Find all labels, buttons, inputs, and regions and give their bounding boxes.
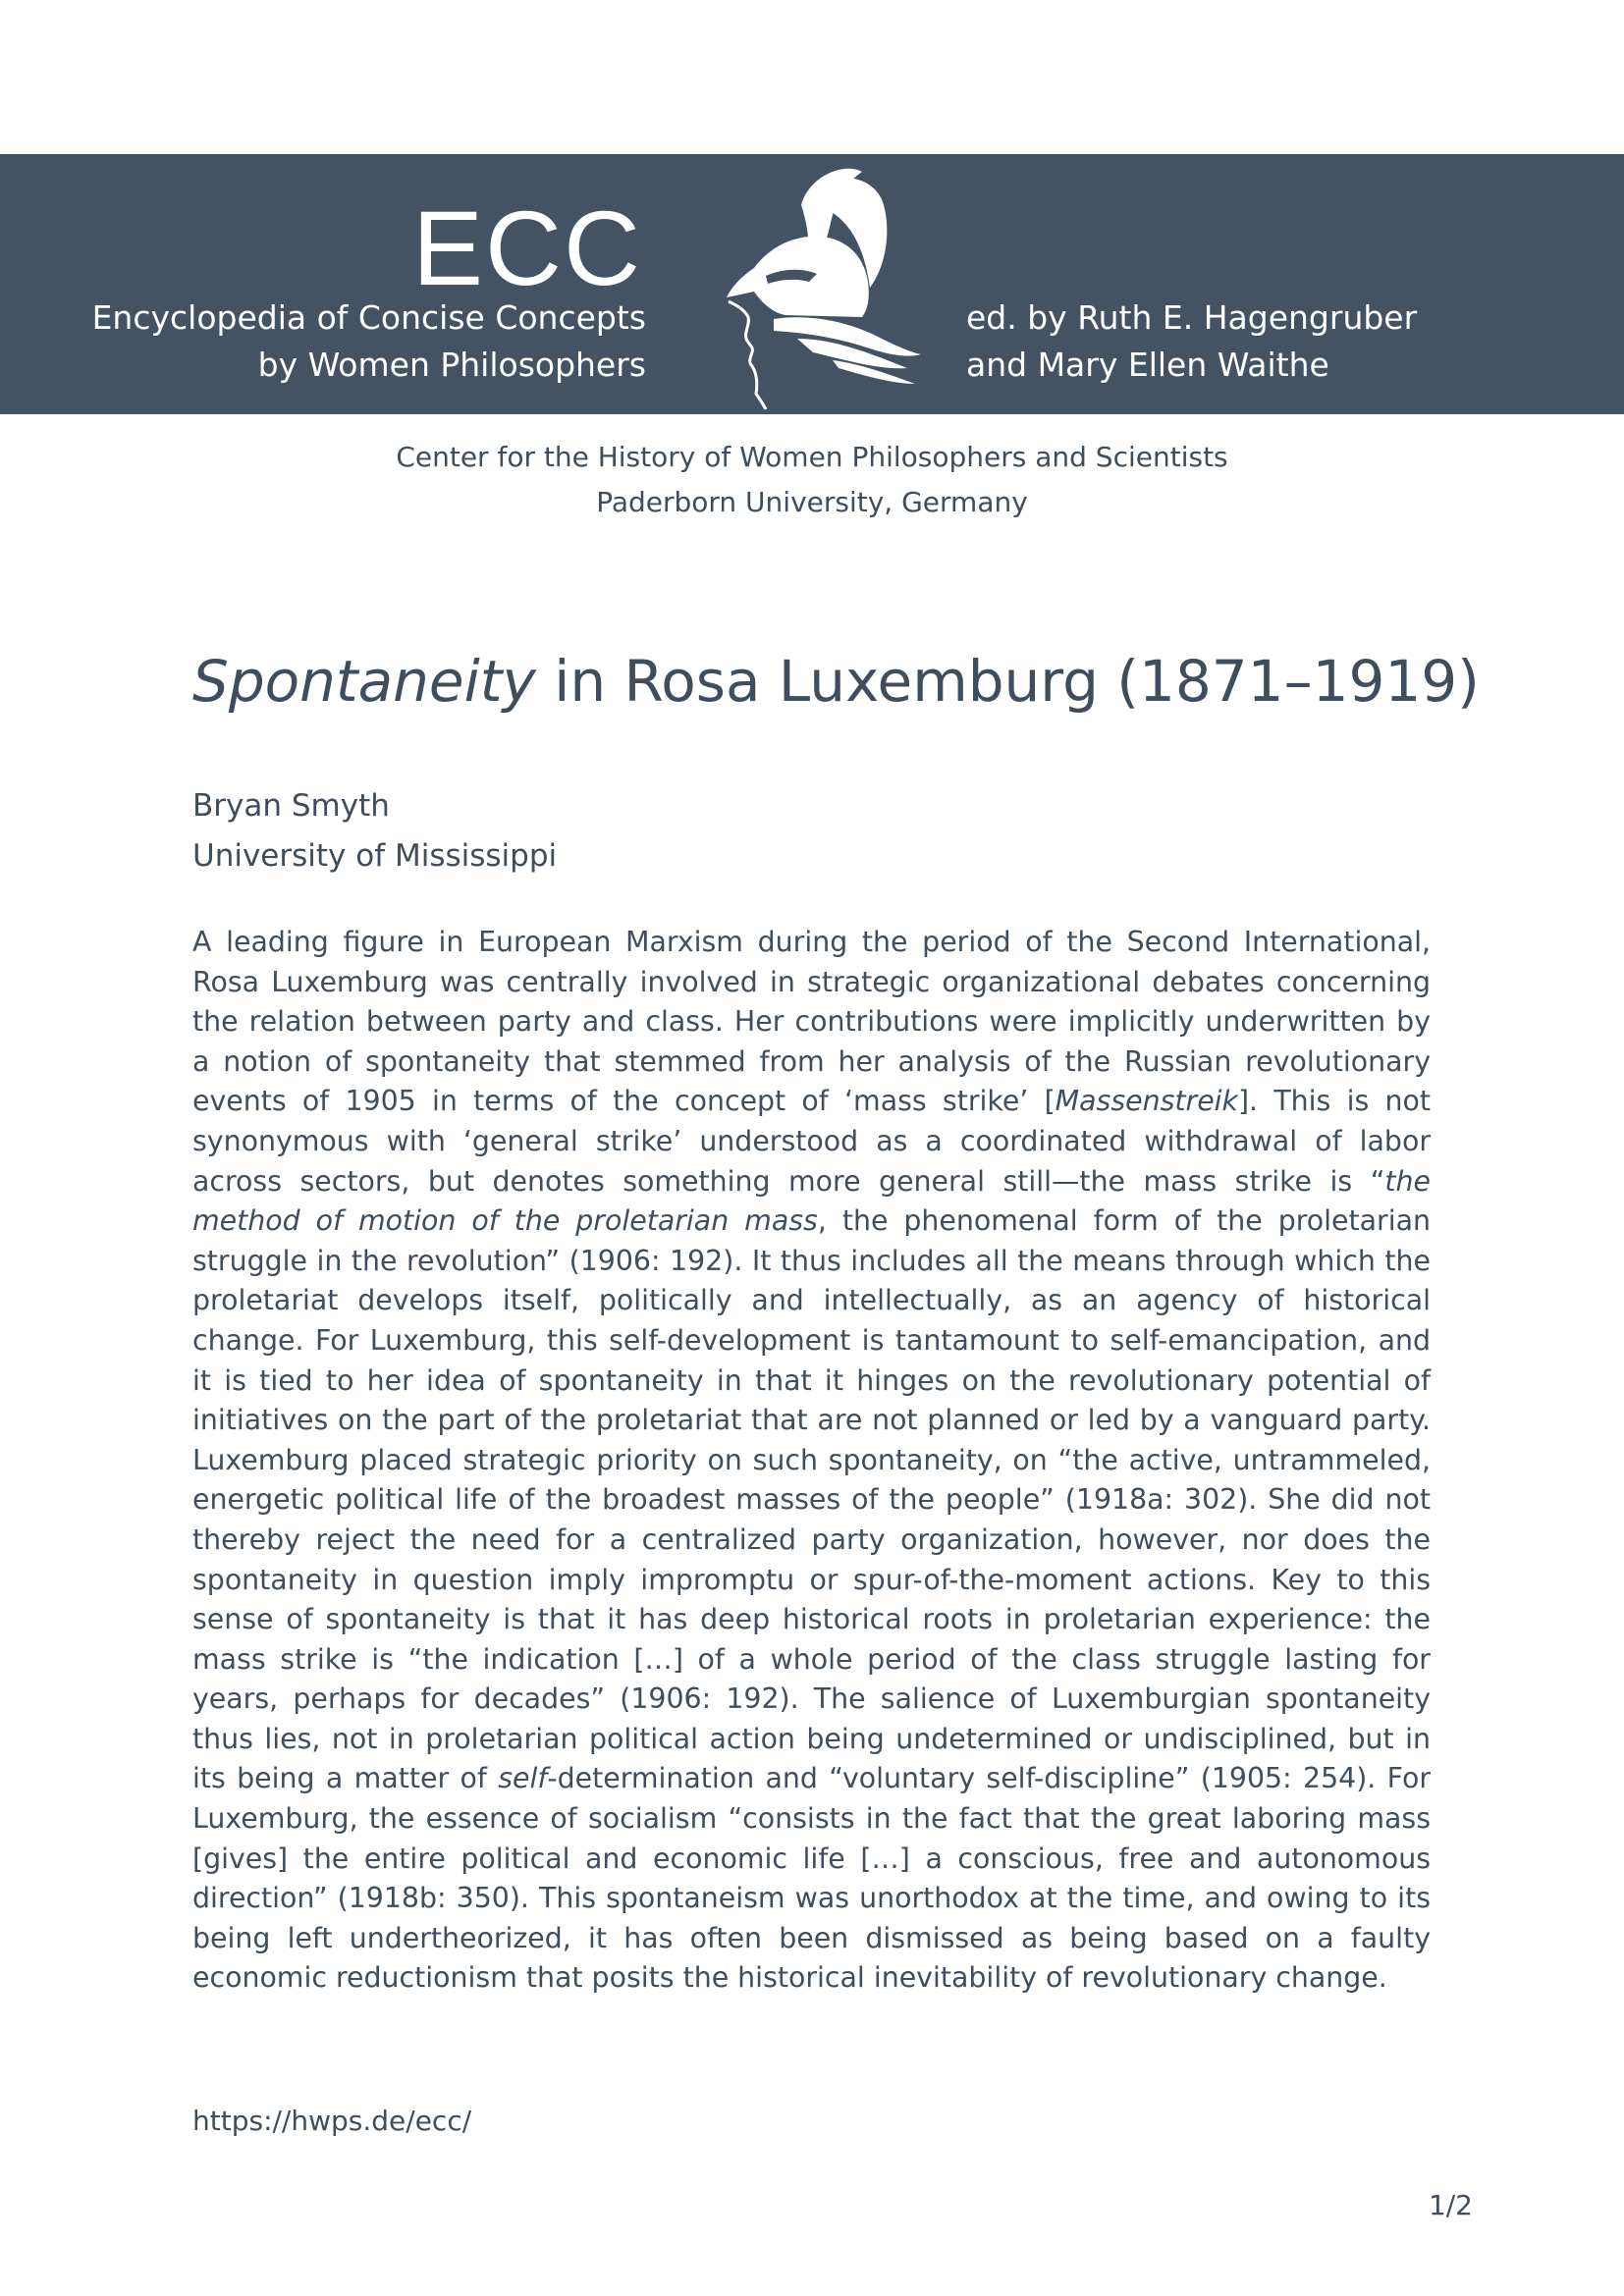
athena-helmet-profile-icon — [715, 166, 923, 411]
editors — [966, 294, 1417, 389]
body-italic-massenstreik: Massenstreik — [1055, 1085, 1238, 1118]
author-name: Bryan Smyth — [192, 788, 390, 824]
author-affiliation: University of Mississippi — [192, 838, 558, 874]
body-segment-3: ]. This is not synonymous with ‘general strike’ understood as a coordinated withdrawal of labor across sectors, but denotes something more general still—the mass strike is “ — [192, 1085, 1431, 1198]
editors-line-2: and Mary Ellen Waithe — [966, 346, 1329, 384]
ecc-full-title — [92, 294, 646, 389]
article-title-rest: in Rosa Luxemburg (1871–1919) — [535, 648, 1480, 715]
ecc-banner — [0, 154, 1624, 414]
author-block — [192, 781, 557, 881]
ecc-subtitle-line-2: by Women Philosophers — [257, 346, 646, 384]
body-italic-quote: the method of motion of the proletarian mass — [192, 1164, 1431, 1238]
page-number: 1/2 — [1428, 2189, 1473, 2221]
institution-info — [0, 435, 1624, 525]
article-title — [192, 646, 1480, 717]
ecc-acronym: ECC — [411, 188, 642, 307]
body-segment-1: A leading figure in European Marxism during the period of the Second International, Rosa Luxemburg was centrally involved in strategic organizational debates concerning the relation between party and class. Her contributions were implicitly underwritten by a notion of spontaneity that stemmed from her analysis of the Russian revolutionary events of 1905 in terms of the concept of ‘mass strike’ [ — [192, 926, 1431, 1118]
body-segment-5: , the phenomenal form of the proletarian struggle in the revolution” (1906: 192). It thus includes all the means through which the proletariat develops itself, politically and intellectually, as an agency of historical change. For Luxemburg, this self-development is tantamount to self-emancipation, and it is tied to her idea of spontaneity in that it hinges on the revolutionary potential of initiatives on the part of the proletariat that are not planned or led by a vanguard party. Luxemburg placed strategic priority on such spontaneity, on “the active, untrammeled, energetic political life of the broadest masses of the people” (1918a: 302). She did not thereby reject the need for a centralized party organization, however, nor does the spontaneity in question imply impromptu or spur-of-the-moment actions. Key to this sense of spontaneity is that it has deep historical roots in proletarian experience: the mass strike is “the indication […] of a whole period of the class struggle lasting for years, perhaps for decades” (1906: 192). The salience of Luxemburgian spontaneity thus lies, not in proletarian political action being undetermined or undisciplined, but in its being a matter of — [192, 1204, 1431, 1795]
article-title-italic: Spontaneity — [192, 648, 536, 715]
article-body — [192, 923, 1431, 1999]
institution-line-1: Center for the History of Women Philosophers and Scientists — [396, 441, 1228, 473]
footer-url-link[interactable]: https://hwps.de/ecc/ — [192, 2105, 472, 2137]
institution-line-2: Paderborn University, Germany — [596, 486, 1028, 518]
body-italic-self: self — [498, 1762, 548, 1795]
body-segment-7: -determination and “voluntary self-discipline” (1905: 254). For Luxemburg, the essence of socialism “consists in the fact that the great laboring mass [gives] the entire political and economic life […] a conscious, free and autonomous direction” (1918b: 350). This spontaneism was unorthodox at the time, and owing to its being left undertheorized, it has often been dismissed as being based on a faulty economic reductionism that posits the historical inevitability of revolutionary change. — [192, 1762, 1432, 1995]
ecc-subtitle-line-1: Encyclopedia of Concise Concepts — [91, 298, 646, 337]
editors-line-1: ed. by Ruth E. Hagengruber — [966, 298, 1418, 337]
